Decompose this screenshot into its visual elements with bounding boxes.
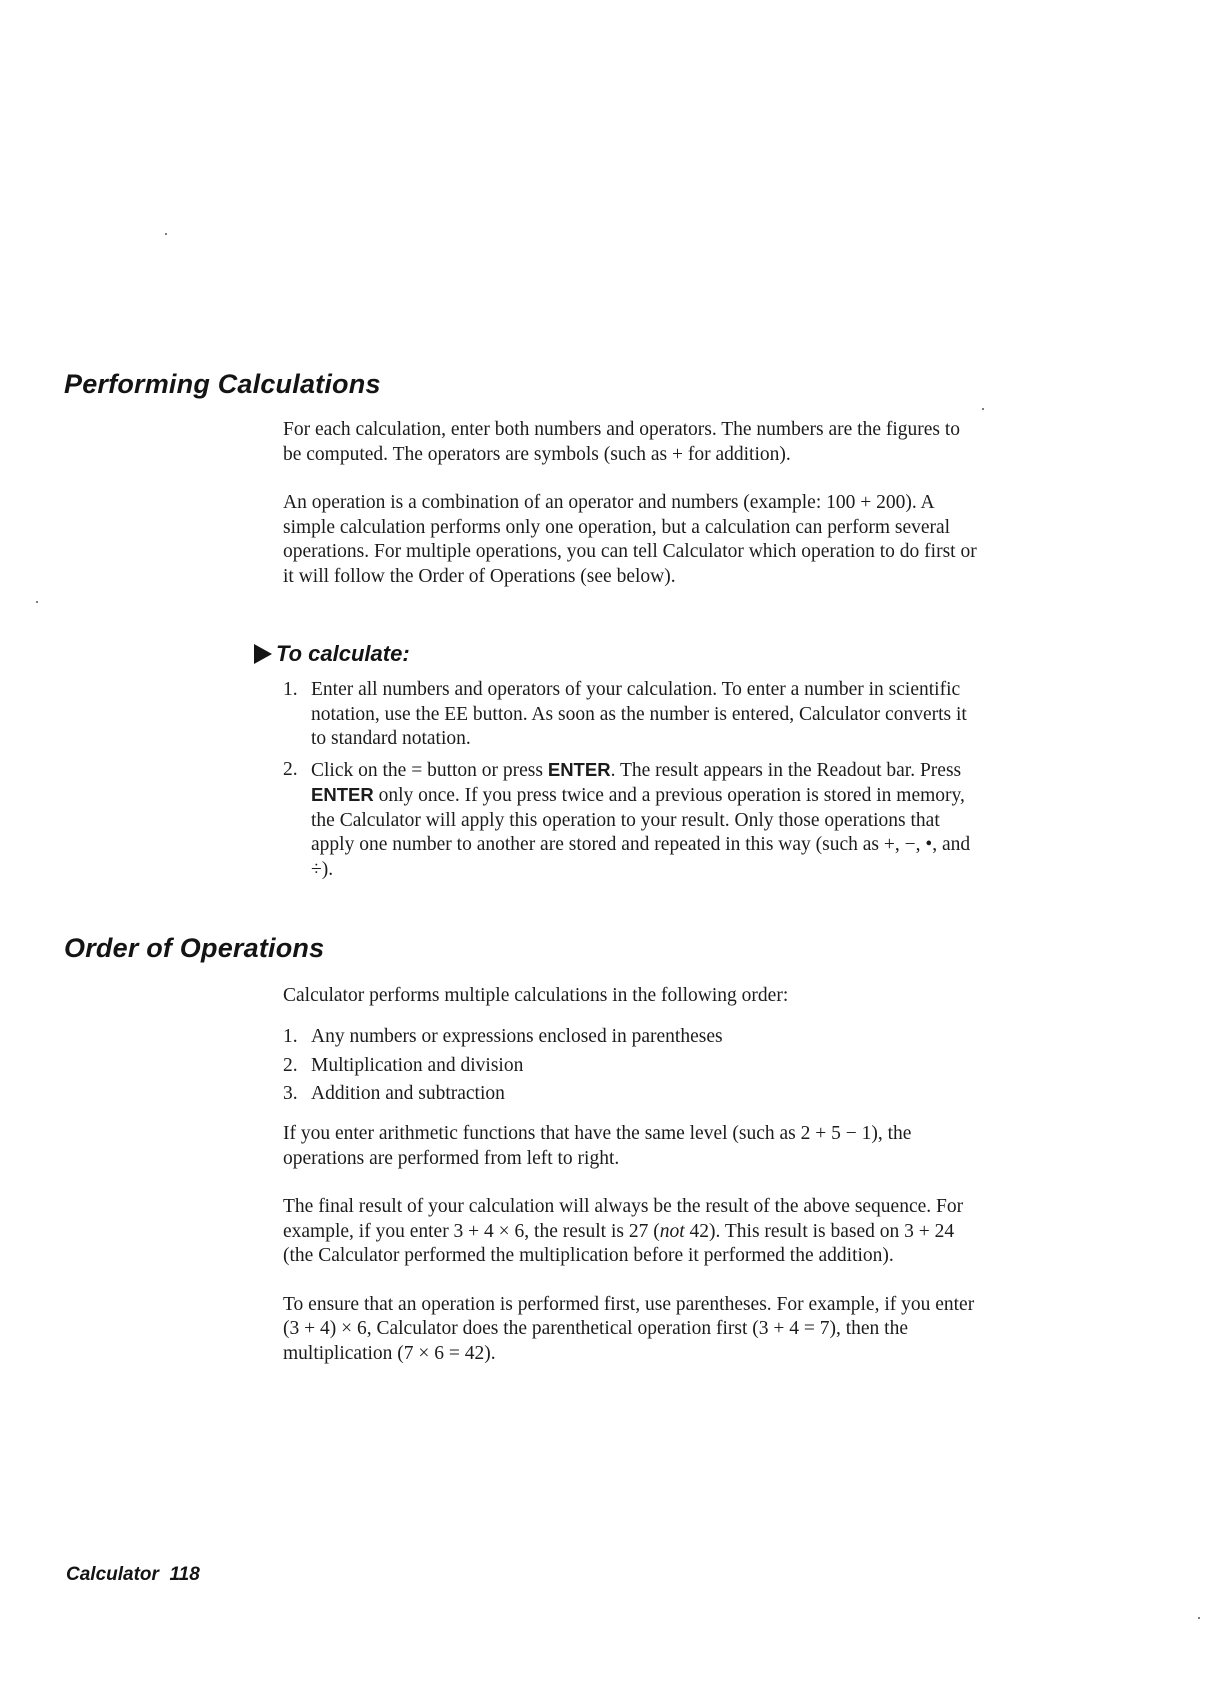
scan-speck [1198, 1617, 1200, 1619]
paragraph-text: 42). This result is based on 3 + 24 (the Calculator performed the multiplication before it performed the addition). [283, 1220, 955, 1266]
list-item-text: Multiplication and division [311, 1054, 524, 1076]
list-item-text: . The result appears in the Readout bar. Press [610, 759, 962, 781]
list-item-text: Click on the = button or press [311, 759, 548, 781]
list-item [283, 1025, 983, 1050]
list-item-text: Enter all numbers and operators of your calculation. To enter a number in scientific notation, use the EE button. As soon as the number is entered, Calculator converts it to standard notation. [311, 679, 967, 749]
list-item [283, 758, 983, 883]
section2-intro [283, 984, 983, 1009]
list-item-number: 2. [283, 758, 298, 780]
enter-key-label: ENTER [311, 784, 374, 805]
list-item-text: only once. If you press twice and a previous operation is stored in memory, the Calculator will apply this operation to your result. Only those operations that apply one number to another are stored and repeated in this way (such as +, −, •, and ÷). [311, 785, 971, 880]
procedure-arrow-icon [254, 644, 272, 664]
list-item-text: Any numbers or expressions enclosed in parentheses [311, 1026, 723, 1047]
procedure-heading [254, 643, 410, 665]
page-footer: Calculator 118 [66, 1564, 200, 1585]
list-item-number: 1. [283, 1026, 298, 1047]
list-item-number: 3. [283, 1083, 298, 1104]
section-heading-performing-calculations: Performing Calculations [64, 369, 381, 399]
procedure-heading-label: To calculate: [276, 641, 410, 666]
scan-speck [982, 408, 984, 410]
procedure-steps-list [283, 678, 983, 882]
order-of-operations-list [283, 1025, 983, 1107]
emphasis-not: not [659, 1220, 685, 1242]
paragraph-operation-definition: An operation is a combination of an operator and numbers (example: 100 + 200). A simple calculation performs only one operation, but a calculation can perform several operations. For multiple operations, you can tell Calculator which operation to do first or it will follow the Order of Operations (see below). [283, 492, 977, 587]
list-item-number: 1. [283, 679, 298, 700]
list-item [283, 1054, 983, 1079]
scan-speck [36, 601, 38, 603]
enter-key-label: ENTER [547, 758, 611, 780]
list-item-text: Addition and subtraction [311, 1083, 505, 1104]
scan-speck [165, 233, 167, 235]
section1-body [283, 418, 983, 589]
list-item [283, 678, 983, 752]
list-item [283, 1082, 983, 1107]
section-heading-order-of-operations: Order of Operations [64, 933, 325, 963]
paragraph-numbers-operators: For each calculation, enter both numbers and operators. The numbers are the figures to be computed. The operators are symbols (such as + for addition). [283, 419, 961, 465]
paragraph-same-level: If you enter arithmetic functions that have the same level (such as 2 + 5 − 1), the operations are performed from left to right. [283, 1123, 912, 1169]
paragraph-final-result [283, 1195, 983, 1269]
section2-body [283, 1122, 983, 1366]
paragraph-order-intro: Calculator performs multiple calculations in the following order: [283, 985, 789, 1006]
paragraph-text: The final result of your calculation will always be the result of the above sequence. For example, if you enter 3 + 4 × 6, the result is 27 ( [283, 1196, 964, 1242]
list-item-number: 2. [283, 1054, 298, 1076]
paragraph-parentheses: To ensure that an operation is performed first, use parentheses. For example, if you enter (3 + 4) × 6, Calculator does the parenthetical operation first (3 + 4 = 7), then the multiplication (7 × 6 = 42). [283, 1293, 975, 1364]
